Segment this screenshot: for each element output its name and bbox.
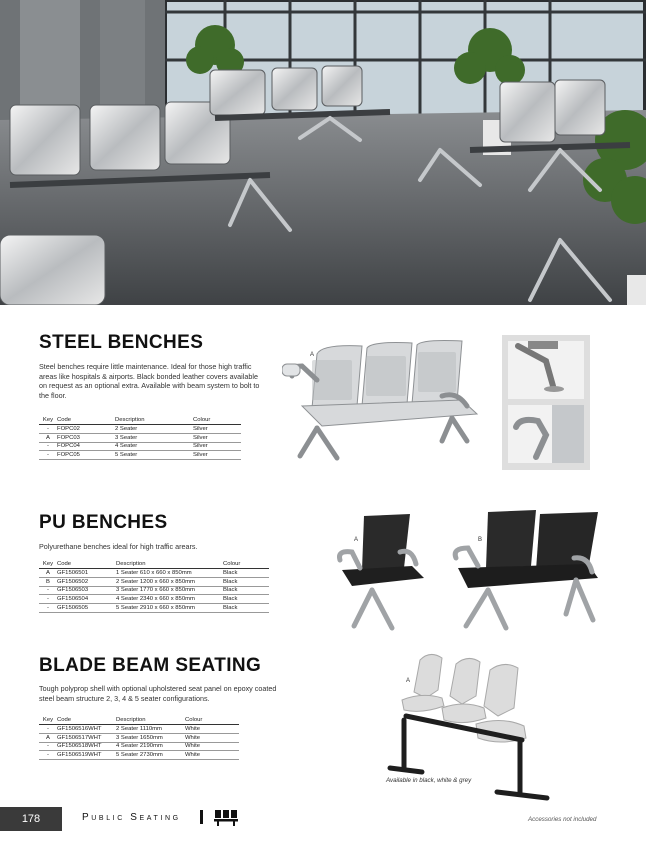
- column-header: Code: [56, 416, 114, 425]
- table-cell: Silver: [192, 433, 241, 442]
- table-row: [39, 733, 239, 742]
- steel-benches-description: Steel benches require little maintenance. Ideal for those high traffic areas like hospitals & airports. Black bonded leather covers available on request as an optional extra. Available with beam system to bolt to the floor.: [39, 362, 260, 400]
- table-cell: -: [39, 725, 56, 734]
- floor-bolt-detail-image: [508, 341, 584, 399]
- product-label: A: [406, 678, 411, 684]
- table-row: [39, 751, 239, 760]
- table-cell: 4 Seater 2340 x 660 x 850mm: [115, 595, 222, 604]
- table-row: [39, 586, 269, 595]
- table-cell: GF1506518WHT: [56, 742, 115, 751]
- category-label: Public Seating: [82, 812, 181, 823]
- pu-benches-table: [39, 560, 269, 613]
- table-cell: B: [39, 577, 56, 586]
- column-header: Code: [56, 716, 115, 725]
- accessories-note: Accessories not included: [528, 816, 597, 823]
- table-cell: White: [184, 733, 239, 742]
- availability-note: Available in black, white & grey: [386, 777, 472, 784]
- table-cell: GF1506502: [56, 577, 115, 586]
- pu-benches-description: Polyurethane benches ideal for high traffic arears.: [39, 542, 198, 551]
- product-label-b: B: [478, 537, 483, 543]
- table-cell: GF1506516WHT: [56, 725, 115, 734]
- table-cell: GF1506517WHT: [56, 733, 115, 742]
- column-header: Description: [115, 716, 184, 725]
- footer-divider: [200, 810, 203, 824]
- column-header: Key: [39, 416, 56, 425]
- table-row: [39, 451, 241, 460]
- table-cell: 5 Seater 2730mm: [115, 751, 184, 760]
- table-cell: Silver: [192, 442, 241, 451]
- table-cell: GF1506504: [56, 595, 115, 604]
- steel-benches-table: [39, 416, 241, 460]
- table-cell: -: [39, 442, 56, 451]
- table-cell: 2 Seater 1110mm: [115, 725, 184, 734]
- column-header: Colour: [222, 560, 269, 569]
- blade-beam-description: Tough polyprop shell with optional upholstered seat panel on epoxy coated steel beam structure 2, 3, 4 & 5 seater configurations.: [39, 684, 277, 703]
- seating-icon: [214, 809, 238, 831]
- table-cell: -: [39, 586, 56, 595]
- column-header: Description: [115, 560, 222, 569]
- pu-benches-title: PU BENCHES: [39, 512, 168, 533]
- table-cell: -: [39, 595, 56, 604]
- pu-single-bench-image: [332, 508, 432, 638]
- table-cell: FOPC04: [56, 442, 114, 451]
- steel-benches-title: STEEL BENCHES: [39, 332, 204, 353]
- table-cell: Silver: [192, 425, 241, 434]
- table-cell: GF1506501: [56, 569, 115, 578]
- column-header: Description: [114, 416, 192, 425]
- blade-beam-table: [39, 716, 239, 760]
- table-row: [39, 577, 269, 586]
- product-label-a: A: [354, 537, 359, 543]
- table-cell: White: [184, 725, 239, 734]
- table-cell: 3 Seater 1770 x 660 x 850mm: [115, 586, 222, 595]
- column-header: Key: [39, 716, 56, 725]
- table-cell: -: [39, 425, 56, 434]
- table-cell: Black: [222, 604, 269, 613]
- table-row: [39, 595, 269, 604]
- table-cell: 5 Seater 2910 x 660 x 850mm: [115, 604, 222, 613]
- table-cell: -: [39, 451, 56, 460]
- table-cell: White: [184, 742, 239, 751]
- column-header: Code: [56, 560, 115, 569]
- table-row: [39, 425, 241, 434]
- hero-image: [0, 0, 646, 305]
- armrest-detail-image: [508, 405, 584, 463]
- table-row: [39, 604, 269, 613]
- table-row: [39, 569, 269, 578]
- table-header-row: [39, 716, 239, 725]
- table-cell: GF1506505: [56, 604, 115, 613]
- steel-bench-detail-thumbnails: [502, 335, 590, 470]
- table-cell: Silver: [192, 451, 241, 460]
- table-row: [39, 742, 239, 751]
- table-cell: Black: [222, 569, 269, 578]
- table-cell: GF1506503: [56, 586, 115, 595]
- blade-beam-product-image: [372, 652, 557, 812]
- column-header: Colour: [192, 416, 241, 425]
- table-cell: 2 Seater: [114, 425, 192, 434]
- table-cell: 5 Seater: [114, 451, 192, 460]
- table-row: [39, 433, 241, 442]
- page-number: 178: [0, 807, 62, 831]
- table-cell: 3 Seater 1650mm: [115, 733, 184, 742]
- table-cell: Black: [222, 577, 269, 586]
- pu-double-bench-image: [448, 508, 603, 648]
- table-header-row: [39, 416, 241, 425]
- table-cell: 4 Seater 2190mm: [115, 742, 184, 751]
- table-cell: -: [39, 751, 56, 760]
- table-cell: 3 Seater: [114, 433, 192, 442]
- table-cell: FOPC05: [56, 451, 114, 460]
- table-row: [39, 725, 239, 734]
- blade-beam-title: BLADE BEAM SEATING: [39, 655, 262, 676]
- table-cell: GF1506519WHT: [56, 751, 115, 760]
- table-cell: 4 Seater: [114, 442, 192, 451]
- product-label: A: [310, 352, 315, 358]
- table-cell: 2 Seater 1200 x 660 x 850mm: [115, 577, 222, 586]
- table-cell: -: [39, 742, 56, 751]
- table-cell: A: [39, 733, 56, 742]
- table-cell: FOPC02: [56, 425, 114, 434]
- table-cell: 1 Seater 610 x 660 x 850mm: [115, 569, 222, 578]
- table-cell: White: [184, 751, 239, 760]
- table-cell: Black: [222, 595, 269, 604]
- table-row: [39, 442, 241, 451]
- table-header-row: [39, 560, 269, 569]
- table-cell: -: [39, 604, 56, 613]
- table-cell: A: [39, 433, 56, 442]
- column-header: Colour: [184, 716, 239, 725]
- column-header: Key: [39, 560, 56, 569]
- table-cell: Black: [222, 586, 269, 595]
- table-cell: A: [39, 569, 56, 578]
- table-cell: FOPC03: [56, 433, 114, 442]
- steel-bench-product-image: [282, 336, 487, 471]
